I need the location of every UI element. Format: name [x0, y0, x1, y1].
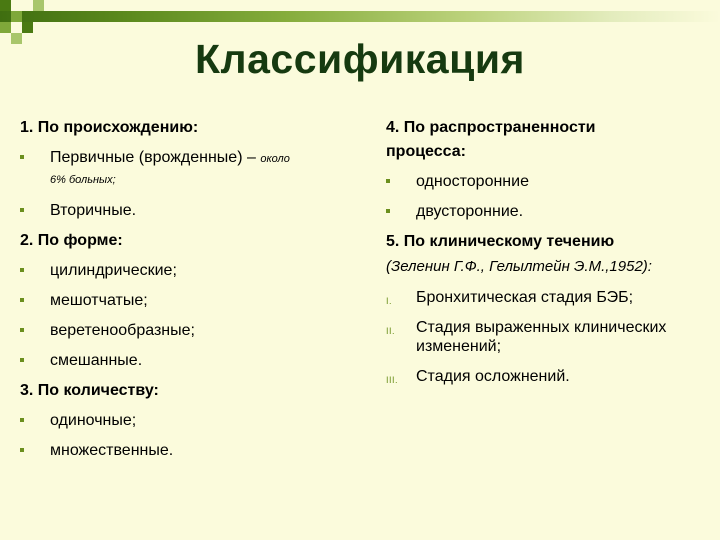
right-column: [386, 118, 711, 397]
form-label: веретенообразные;: [50, 322, 195, 339]
count-label: множественные.: [50, 442, 174, 459]
primary-note-continued: 6% больных;: [50, 174, 116, 186]
primary-label: Первичные (врожденные) –: [50, 149, 256, 166]
heading-form: 2. По форме:: [20, 232, 123, 249]
list-item-stage: [386, 288, 711, 307]
spread-label: двусторонние.: [416, 203, 524, 220]
list-item-form: [20, 321, 370, 340]
list-item-form: [20, 261, 370, 280]
roman-numeral: I.: [386, 296, 393, 306]
bullet-icon: [386, 179, 390, 183]
clinical-course-reference: (Зеленин Г.Ф., Гелылтейн Э.М.,1952):: [386, 258, 652, 275]
bullet-icon: [20, 268, 24, 272]
decor-square: [11, 11, 22, 22]
slide-title: Классификация: [195, 36, 525, 82]
spread-label: односторонние: [416, 173, 529, 190]
list-item-stage: [386, 367, 711, 386]
list-item-form: [20, 291, 370, 310]
left-column: [20, 118, 370, 471]
list-item-primary: [20, 148, 370, 190]
bullet-icon: [20, 358, 24, 362]
form-label: цилиндрические;: [50, 262, 177, 279]
heading-spread: 4. По распространенности: [386, 119, 596, 136]
form-label: мешотчатые;: [50, 292, 148, 309]
primary-note: около: [260, 153, 290, 165]
list-item-spread: [386, 172, 711, 191]
list-item-count: [20, 441, 370, 460]
heading-origin: 1. По происхождению:: [20, 119, 199, 136]
bullet-icon: [20, 448, 24, 452]
decor-square: [0, 0, 11, 11]
list-item-form: [20, 351, 370, 370]
heading-count: 3. По количеству:: [20, 382, 159, 399]
bullet-icon: [20, 155, 24, 159]
heading-spread-continued: процесса:: [386, 143, 466, 160]
decor-square: [22, 22, 33, 33]
stage-label: Бронхитическая стадия БЭБ;: [416, 289, 634, 306]
roman-numeral: II.: [386, 326, 396, 336]
heading-clinical-course: 5. По клиническому течению: [386, 233, 615, 250]
decor-square: [33, 0, 44, 11]
list-item-spread: [386, 202, 711, 221]
bullet-icon: [20, 328, 24, 332]
decor-square: [0, 22, 11, 33]
bullet-icon: [20, 418, 24, 422]
count-label: одиночные;: [50, 412, 137, 429]
stage-label: Стадия выраженных клинических изменений;: [416, 319, 667, 355]
secondary-label: Вторичные.: [50, 202, 137, 219]
stage-label: Стадия осложнений.: [416, 368, 570, 385]
header-gradient-band: [0, 11, 720, 22]
list-item-count: [20, 411, 370, 430]
bullet-icon: [386, 209, 390, 213]
bullet-icon: [20, 298, 24, 302]
list-item-stage: [386, 318, 711, 356]
bullet-icon: [20, 208, 24, 212]
list-item-secondary: [20, 201, 370, 220]
form-label: смешанные.: [50, 352, 143, 369]
roman-numeral: III.: [386, 375, 399, 385]
